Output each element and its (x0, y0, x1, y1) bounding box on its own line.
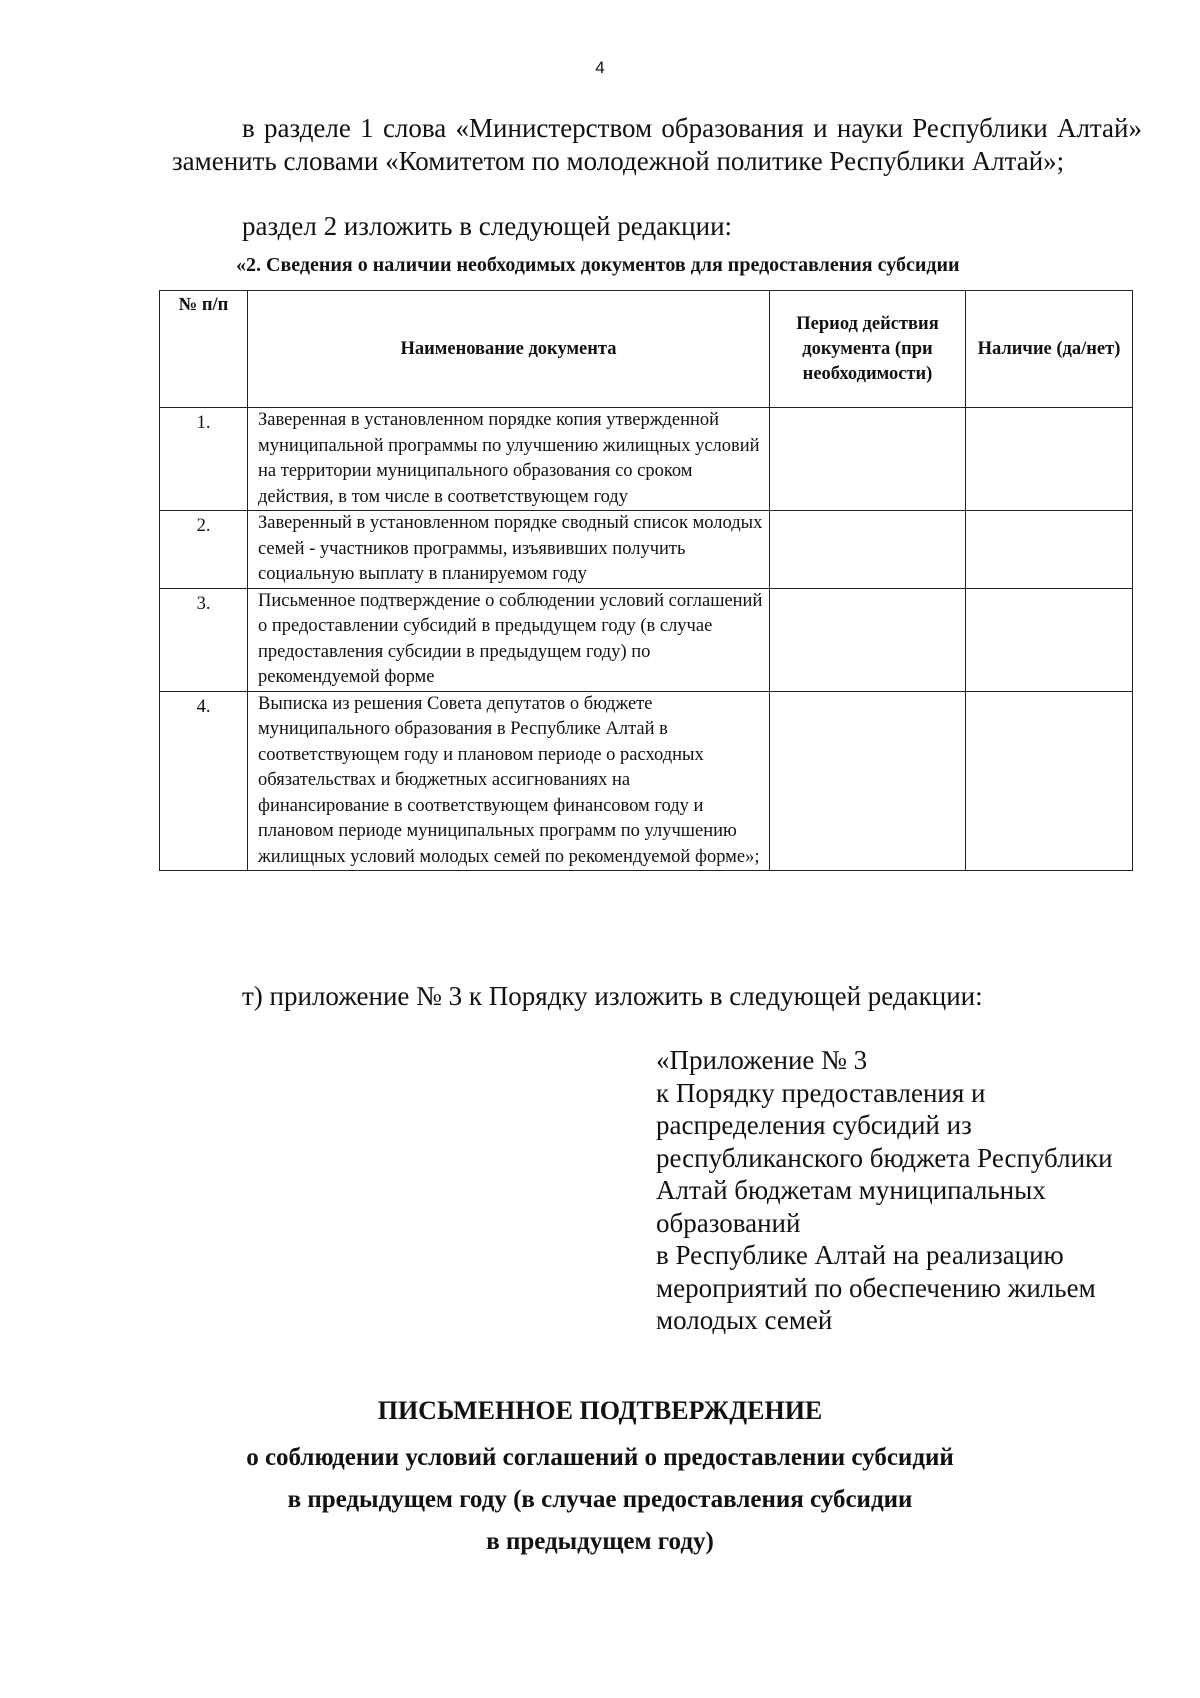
paragraph-appendix-3-amendment: т) приложение № 3 к Порядку изложить в следующей редакции: (242, 981, 983, 1011)
row-number: 4. (160, 691, 248, 871)
document-subtitle-line: в предыдущем году) (486, 1528, 714, 1555)
row-number: 1. (160, 408, 248, 511)
row-availability (966, 588, 1133, 691)
appendix-line: «Приложение № 3 (656, 1045, 868, 1075)
row-availability (966, 691, 1133, 871)
paragraph-section-2-intro: раздел 2 изложить в следующей редакции: (242, 211, 733, 241)
row-validity-period (770, 408, 966, 511)
row-number: 3. (160, 588, 248, 691)
header-validity-period: Период действия документа (при необходимости) (770, 291, 966, 408)
table-row (160, 511, 1133, 589)
appendix-line: республиканского бюджета Республики (656, 1142, 1113, 1173)
row-availability (966, 511, 1133, 589)
header-document-name: Наименование документа (248, 291, 770, 408)
document-title-block (0, 1391, 1200, 1563)
documents-table (159, 290, 1133, 871)
header-availability: Наличие (да/нет) (966, 291, 1133, 408)
row-document-name: Заверенная в установленном порядке копия утвержденной муниципальной программы по улучшению жилищных условий на территории муниципального образования со сроком действия, в том числе в соответствующем году (248, 408, 770, 511)
row-number: 2. (160, 511, 248, 589)
row-document-name: Заверенный в установленном порядке сводный список молодых семей - участников программы, изъявивших получить социальную выплату в планируемом году (248, 511, 770, 589)
page-number: 4 (595, 58, 605, 77)
table-row (160, 408, 1133, 511)
table-row (160, 588, 1133, 691)
appendix-line: к Порядку предоставления и (656, 1077, 986, 1108)
document-subtitle-line: в предыдущем году (в случае предоставления субсидии (287, 1486, 913, 1513)
document-subtitle-line: о соблюдении условий соглашений о предоставлении субсидий (246, 1444, 954, 1471)
table-header-row (160, 291, 1133, 408)
row-validity-period (770, 511, 966, 589)
row-validity-period (770, 691, 966, 871)
appendix-reference-block (656, 1044, 1146, 1337)
appendix-line: распределения субсидий из (656, 1110, 972, 1140)
table-row (160, 691, 1133, 871)
row-availability (966, 408, 1133, 511)
document-title: ПИСЬМЕННОЕ ПОДТВЕРЖДЕНИЕ (377, 1396, 823, 1425)
appendix-line: Алтай бюджетам муниципальных (656, 1175, 1046, 1205)
appendix-line: молодых семей (656, 1305, 833, 1335)
row-validity-period (770, 588, 966, 691)
header-number: № п/п (160, 291, 248, 408)
appendix-line: мероприятий по обеспечению жильем (656, 1272, 1096, 1303)
row-document-name: Письменное подтверждение о соблюдении условий соглашений о предоставлении субсидий в предыдущем году (в случае предоставления субсидии в предыдущем году) по рекомендуемой форме (248, 588, 770, 691)
paragraph-section-1-amendment: в разделе 1 слова «Министерством образования и науки Республики Алтай» заменить словами «Комитетом по молодежной политике Республики Алтай»; (172, 113, 1142, 176)
appendix-line: образований (656, 1207, 801, 1238)
section-heading: «2. Сведения о наличии необходимых документов для предоставления субсидии (236, 254, 960, 276)
appendix-line: в Республике Алтай на реализацию (656, 1240, 1064, 1270)
row-document-name: Выписка из решения Совета депутатов о бюджете муниципального образования в Республике Алтай в соответствующем году и плановом периоде о расходных обязательствах и бюджетных ассигнованиях на финансирование в соответствующем финансовом году и плановом периоде муниципальных программ по улучшению жилищных условий молодых семей по рекомендуемой форме»; (248, 691, 770, 871)
